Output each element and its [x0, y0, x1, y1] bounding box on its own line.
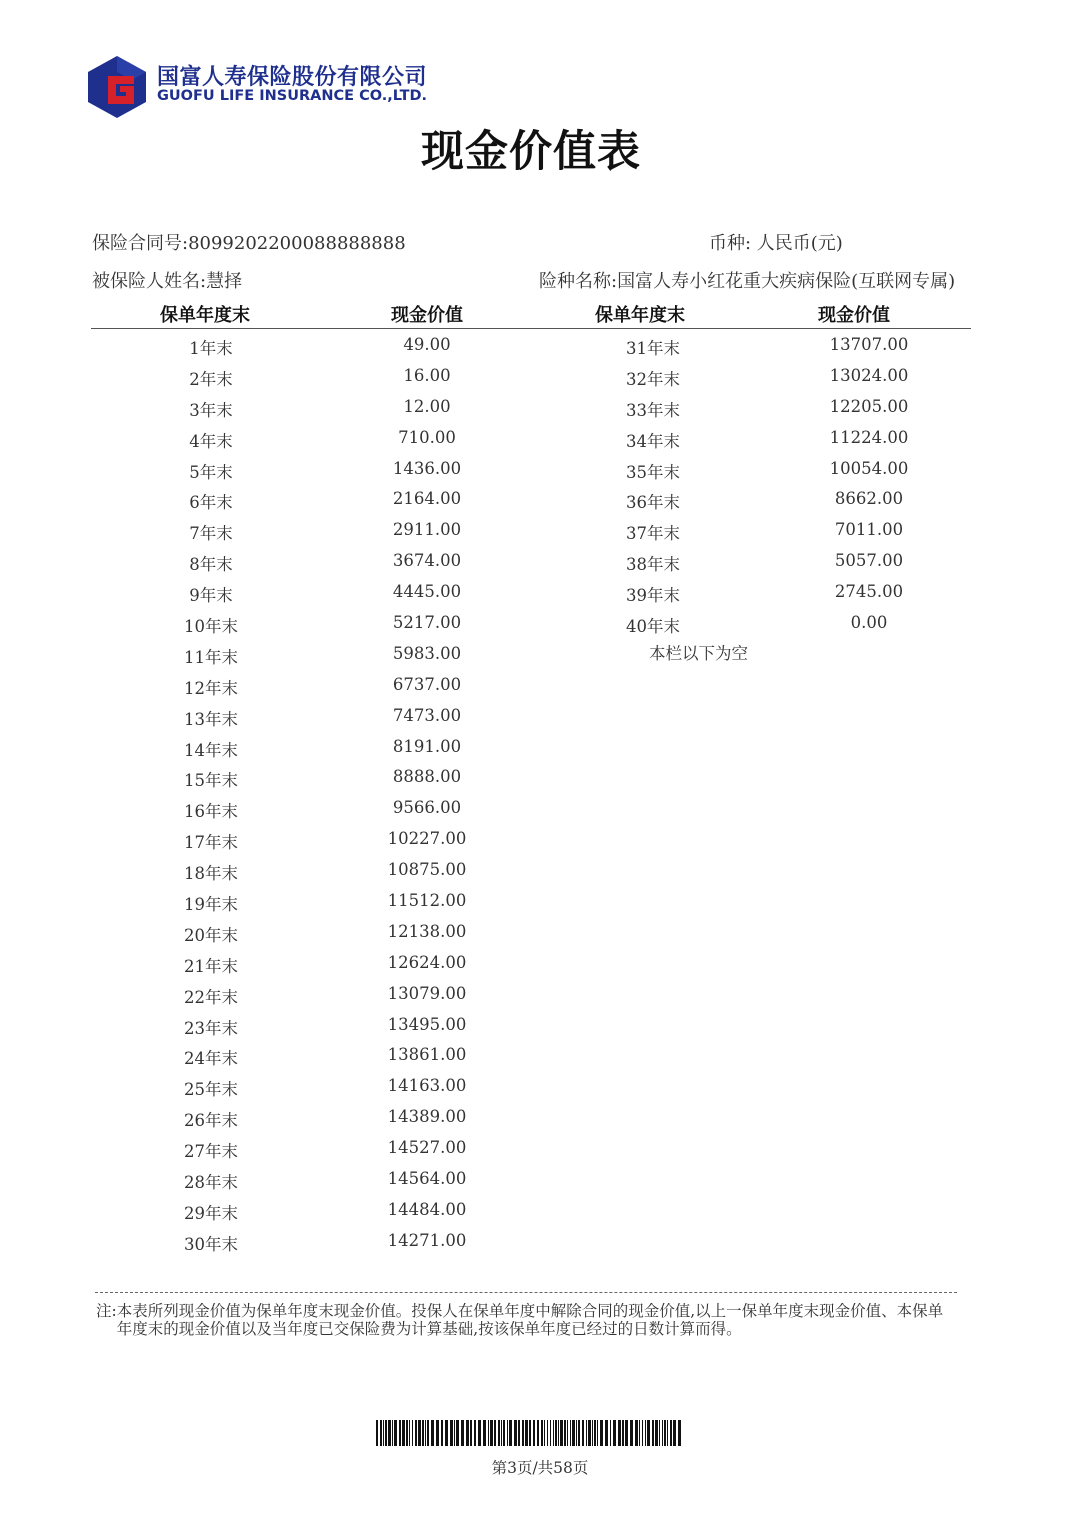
policy-year-cell: 18年末	[184, 864, 238, 884]
policy-year-cell: 38年末	[626, 555, 680, 575]
dashed-divider	[95, 1292, 957, 1293]
policy-year-cell: 8年末	[189, 555, 233, 575]
table-row	[0, 671, 1080, 702]
policy-year-cell: 10年末	[184, 617, 238, 637]
cash-value-cell: 9566.00	[392, 798, 462, 818]
table-row	[0, 362, 1080, 393]
policy-year-cell: 11年末	[184, 647, 238, 667]
cash-value-cell: 14271.00	[387, 1230, 467, 1250]
table-row	[0, 331, 1080, 362]
cash-value-cell: 12624.00	[387, 952, 467, 972]
table-row	[0, 1103, 1080, 1134]
table-row	[0, 918, 1080, 949]
cash-value-cell: 14163.00	[387, 1076, 467, 1096]
policy-year-cell: 20年末	[184, 925, 238, 945]
cash-value-cell: 14389.00	[387, 1107, 467, 1127]
cash-value-cell: 4445.00	[392, 582, 462, 602]
cash-value-cell: 2911.00	[392, 520, 462, 540]
table-row	[0, 825, 1080, 856]
cash-value-cell: 1436.00	[392, 458, 462, 478]
policy-year-cell: 26年末	[184, 1111, 238, 1131]
cash-value-cell: 12.00	[403, 396, 451, 416]
policy-year-cell: 17年末	[184, 833, 238, 853]
policy-year-cell: 25年末	[184, 1080, 238, 1100]
cash-value-cell: 2745.00	[834, 582, 904, 602]
cash-value-cell: 8662.00	[834, 489, 904, 509]
guofu-logo-icon	[84, 54, 150, 120]
empty-note: 本栏以下为空	[649, 644, 748, 663]
table-row	[0, 887, 1080, 918]
cash-value-cell: 13707.00	[829, 335, 909, 354]
column-header-year-left: 保单年度末	[160, 305, 250, 326]
policy-year-cell: 12年末	[184, 678, 238, 698]
page-number: 第3页/共58页	[491, 1459, 589, 1477]
cash-value-cell: 0.00	[850, 613, 888, 633]
cash-value-cell: 10054.00	[829, 458, 909, 478]
insured-name: 被保险人姓名:慧择	[92, 271, 243, 292]
policy-year-cell: 3年末	[189, 400, 233, 420]
table-row	[0, 949, 1080, 980]
table-row	[0, 455, 1080, 486]
barcode-icon	[376, 1420, 684, 1446]
policy-year-cell: 22年末	[184, 987, 238, 1007]
cash-value-table-right	[0, 331, 1080, 640]
cash-value-cell: 3674.00	[392, 551, 462, 571]
cash-value-cell: 16.00	[403, 365, 451, 385]
policy-year-cell: 14年末	[184, 740, 238, 760]
table-row	[0, 393, 1080, 424]
policy-year-cell: 29年末	[184, 1203, 238, 1223]
cash-value-cell: 10875.00	[387, 860, 467, 880]
column-header-value-right: 现金价值	[818, 305, 890, 326]
table-row	[0, 1165, 1080, 1196]
policy-year-cell: 35年末	[626, 462, 680, 482]
cash-value-cell: 7473.00	[392, 705, 462, 725]
cash-value-cell: 13495.00	[387, 1014, 467, 1034]
table-row	[0, 516, 1080, 547]
table-row	[0, 424, 1080, 455]
table-row	[0, 763, 1080, 794]
product-name: 险种名称:国富人寿小红花重大疾病保险(互联网专属)	[539, 271, 956, 292]
footnote	[96, 1302, 956, 1338]
policy-year-cell: 7年末	[189, 524, 233, 544]
policy-year-cell: 31年末	[626, 339, 680, 358]
table-row	[0, 1134, 1080, 1165]
table-row	[0, 1227, 1080, 1258]
policy-year-cell: 39年末	[626, 586, 680, 606]
policy-year-cell: 19年末	[184, 895, 238, 915]
table-row	[0, 640, 1080, 671]
cash-value-cell: 2164.00	[392, 489, 462, 509]
table-row	[0, 609, 1080, 640]
policy-year-cell: 5年末	[189, 462, 233, 482]
policy-year-cell: 34年末	[626, 431, 680, 451]
footnote-text: 本表所列现金价值为保单年度末现金价值。投保人在保单年度中解除合同的现金价值,以上一保单年度末现金价值、本保单年度末的现金价值以及当年度已交保险费为计算基础,按该保单年度已经过的日数计算而得。	[116, 1302, 944, 1338]
table-row	[0, 578, 1080, 609]
policy-year-cell: 15年末	[184, 771, 238, 791]
cash-value-cell: 14564.00	[387, 1169, 467, 1189]
policy-year-cell: 6年末	[189, 493, 233, 513]
policy-year-cell: 27年末	[184, 1142, 238, 1162]
footnote-label: 注:	[96, 1302, 117, 1320]
policy-year-cell: 13年末	[184, 709, 238, 729]
cash-value-cell: 8191.00	[392, 736, 462, 756]
policy-year-cell: 30年末	[184, 1234, 238, 1254]
cash-value-cell: 13024.00	[829, 365, 909, 385]
table-row	[0, 702, 1080, 733]
cash-value-cell: 6737.00	[392, 674, 462, 694]
cash-value-cell: 11512.00	[387, 891, 467, 911]
table-row	[0, 980, 1080, 1011]
company-name-en: GUOFU LIFE INSURANCE CO.,LTD.	[157, 88, 428, 104]
cash-value-cell: 5217.00	[392, 613, 462, 633]
cash-value-cell: 12138.00	[387, 921, 467, 941]
cash-value-cell: 12205.00	[829, 396, 909, 416]
policy-year-cell: 28年末	[184, 1173, 238, 1193]
currency: 币种: 人民币(元)	[709, 233, 843, 254]
table-row	[0, 856, 1080, 887]
cash-value-cell: 5983.00	[392, 643, 462, 663]
cash-value-cell: 10227.00	[387, 829, 467, 849]
table-row	[0, 485, 1080, 516]
policy-year-cell: 32年末	[626, 369, 680, 389]
table-row	[0, 1041, 1080, 1072]
table-row	[0, 1072, 1080, 1103]
cash-value-cell: 13861.00	[387, 1045, 467, 1065]
policy-year-cell: 2年末	[189, 369, 233, 389]
policy-year-cell: 4年末	[189, 431, 233, 451]
cash-value-cell: 14484.00	[387, 1199, 467, 1219]
table-row	[0, 1196, 1080, 1227]
column-header-value-left: 现金价值	[391, 305, 463, 326]
cash-value-cell: 5057.00	[834, 551, 904, 571]
table-row	[0, 733, 1080, 764]
cash-value-cell: 11224.00	[829, 427, 909, 447]
cash-value-cell: 710.00	[398, 427, 456, 447]
policy-number: 保险合同号:8099202200088888888	[92, 233, 406, 254]
cash-value-cell: 13079.00	[387, 983, 467, 1003]
cash-value-cell: 14527.00	[387, 1138, 467, 1158]
cash-value-cell: 49.00	[403, 335, 451, 354]
header-rule	[91, 328, 971, 329]
table-row	[0, 1011, 1080, 1042]
cash-value-cell: 7011.00	[834, 520, 904, 540]
table-row	[0, 547, 1080, 578]
policy-year-cell: 9年末	[189, 586, 233, 606]
cash-value-cell: 8888.00	[392, 767, 462, 787]
table-row	[0, 794, 1080, 825]
policy-year-cell: 1年末	[189, 339, 233, 358]
policy-year-cell: 23年末	[184, 1018, 238, 1038]
company-name-cn: 国富人寿保险股份有限公司	[157, 65, 428, 90]
policy-year-cell: 37年末	[626, 524, 680, 544]
policy-year-cell: 40年末	[626, 617, 680, 637]
policy-year-cell: 16年末	[184, 802, 238, 822]
policy-year-cell: 36年末	[626, 493, 680, 513]
page-title: 现金价值表	[421, 127, 641, 177]
policy-year-cell: 33年末	[626, 400, 680, 420]
policy-year-cell: 24年末	[184, 1049, 238, 1069]
policy-year-cell: 21年末	[184, 956, 238, 976]
column-header-year-right: 保单年度末	[595, 305, 685, 326]
